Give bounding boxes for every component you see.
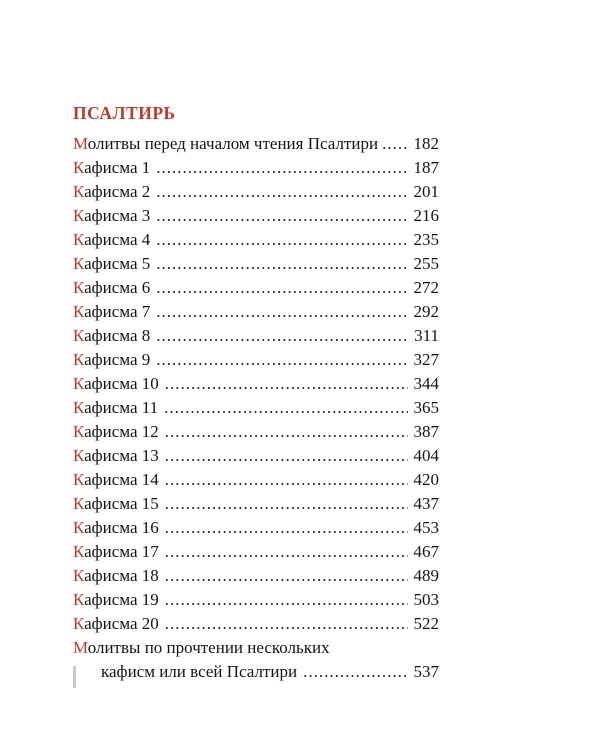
toc-entry-title — [73, 180, 150, 204]
dot-leader — [156, 324, 408, 348]
toc-entry-initial: К — [73, 398, 85, 417]
toc-entry-title — [73, 636, 330, 660]
toc-entry[interactable] — [73, 420, 439, 444]
toc-entry[interactable] — [73, 132, 439, 156]
toc-entry-text: афисма 1 — [84, 158, 151, 177]
table-of-contents — [73, 132, 439, 684]
dot-leader — [165, 492, 408, 516]
toc-entry-title — [73, 252, 150, 276]
dot-leader — [156, 228, 407, 252]
dot-leader — [156, 204, 407, 228]
toc-entry-title — [73, 132, 378, 156]
dot-leader — [156, 276, 407, 300]
toc-page-number: 255 — [413, 254, 439, 273]
dot-leader — [165, 564, 408, 588]
toc-entry-initial: М — [73, 638, 88, 657]
toc-entry-final-line1[interactable] — [73, 636, 439, 660]
toc-entry[interactable] — [73, 324, 439, 348]
dot-leader — [382, 132, 408, 156]
toc-entry-continuation: кафисм или всей Псалтири — [101, 662, 298, 681]
toc-entry-initial: К — [73, 470, 85, 489]
toc-page-number: 420 — [413, 470, 439, 489]
toc-page-number: 201 — [413, 182, 439, 201]
toc-entry[interactable] — [73, 516, 439, 540]
toc-entry-initial: М — [73, 134, 88, 153]
toc-entry[interactable] — [73, 156, 439, 180]
toc-entry-text: олитвы перед началом чтения Псалтири — [87, 134, 379, 153]
toc-page-number: 453 — [413, 518, 439, 537]
toc-entry-initial: К — [73, 446, 85, 465]
toc-entry-text: афисма 8 — [84, 326, 151, 345]
toc-entry-title — [73, 300, 150, 324]
toc-entry-initial: К — [73, 542, 85, 561]
dot-leader — [165, 420, 408, 444]
toc-entry-text: афисма 2 — [84, 182, 151, 201]
dot-leader — [165, 540, 408, 564]
toc-entry-initial: К — [73, 278, 85, 297]
dot-leader — [165, 444, 408, 468]
toc-entry[interactable] — [73, 300, 439, 324]
toc-entry[interactable] — [73, 228, 439, 252]
toc-entry[interactable] — [73, 468, 439, 492]
dot-leader — [165, 516, 408, 540]
toc-entry-final-line2[interactable] — [73, 660, 439, 684]
toc-entry-title — [73, 372, 159, 396]
toc-page-number: 311 — [414, 326, 439, 345]
toc-page-number: 467 — [413, 542, 439, 561]
toc-page-number: 522 — [413, 614, 439, 633]
toc-entry-initial: К — [73, 614, 85, 633]
toc-entry-initial: К — [73, 182, 85, 201]
toc-entry-title — [73, 612, 159, 636]
toc-entry-text: афисма 7 — [84, 302, 151, 321]
toc-entry-text: афисма 19 — [84, 590, 159, 609]
toc-entry-text: афисма 12 — [84, 422, 159, 441]
toc-entry-initial: К — [73, 254, 85, 273]
toc-entry-text: афисма 6 — [84, 278, 151, 297]
toc-entry-text: афисма 18 — [84, 566, 159, 585]
toc-entry-initial: К — [73, 494, 85, 513]
toc-entry-initial: К — [73, 422, 85, 441]
toc-entry-title — [73, 540, 159, 564]
toc-entry[interactable] — [73, 348, 439, 372]
dot-leader — [165, 372, 408, 396]
toc-entry-title — [73, 156, 150, 180]
toc-entry-text: афисма 13 — [84, 446, 159, 465]
dot-leader — [165, 612, 408, 636]
dot-leader — [164, 396, 407, 420]
toc-entry-initial: К — [73, 590, 85, 609]
dot-leader — [156, 156, 407, 180]
toc-entry[interactable] — [73, 492, 439, 516]
toc-entry-title — [73, 324, 150, 348]
dot-leader — [156, 300, 407, 324]
toc-entry[interactable] — [73, 564, 439, 588]
toc-page-number: 216 — [413, 206, 439, 225]
toc-page-number: 503 — [413, 590, 439, 609]
toc-entry[interactable] — [73, 588, 439, 612]
toc-entry-text: афисма 14 — [84, 470, 159, 489]
toc-page-number: 292 — [413, 302, 439, 321]
toc-page-number: 537 — [413, 662, 439, 681]
dot-leader — [156, 348, 407, 372]
dot-leader — [165, 468, 408, 492]
toc-entry-title — [73, 204, 150, 228]
toc-entry[interactable] — [73, 372, 439, 396]
toc-entry-text: афисма 11 — [84, 398, 159, 417]
dot-leader — [156, 252, 407, 276]
toc-entry[interactable] — [73, 612, 439, 636]
toc-entry-text: афисма 16 — [84, 518, 159, 537]
toc-entry-title — [73, 588, 159, 612]
toc-page-number: 187 — [413, 158, 439, 177]
toc-entry-initial: К — [73, 326, 85, 345]
toc-entry-initial: К — [73, 158, 85, 177]
toc-entry-initial: К — [73, 230, 85, 249]
toc-page-number: 437 — [413, 494, 439, 513]
toc-entry-initial: К — [73, 566, 85, 585]
toc-entry[interactable] — [73, 276, 439, 300]
toc-entry-text: афисма 3 — [84, 206, 151, 225]
toc-entry-text: афисма 17 — [84, 542, 159, 561]
toc-entry-title — [73, 420, 159, 444]
toc-entry-title — [73, 564, 159, 588]
margin-mark — [73, 666, 76, 688]
dot-leader — [303, 660, 407, 684]
toc-entry[interactable] — [73, 396, 439, 420]
dot-leader — [156, 180, 407, 204]
toc-entry-text: афисма 5 — [84, 254, 151, 273]
toc-page-number: 344 — [413, 374, 439, 393]
toc-page-number: 404 — [413, 446, 439, 465]
toc-entry-text: афисма 4 — [84, 230, 151, 249]
toc-page-number: 327 — [413, 350, 439, 369]
dot-leader — [165, 588, 408, 612]
section-heading: ПСАЛТИРЬ — [73, 103, 176, 123]
toc-entry-text: афисма 20 — [84, 614, 159, 633]
toc-entry-text: олитвы по прочтении нескольких — [87, 638, 330, 657]
toc-entry[interactable] — [73, 204, 439, 228]
toc-page-number: 235 — [413, 230, 439, 249]
toc-entry-title — [73, 444, 159, 468]
toc-page-number: 489 — [413, 566, 439, 585]
toc-entry-initial: К — [73, 302, 85, 321]
toc-entry-title — [73, 348, 150, 372]
toc-page-number: 182 — [413, 134, 439, 153]
toc-entry-initial: К — [73, 518, 85, 537]
toc-entry-text: афисма 15 — [84, 494, 159, 513]
toc-page-number: 365 — [413, 398, 439, 417]
toc-entry-title — [73, 228, 150, 252]
toc-entry-title — [73, 516, 159, 540]
toc-entry-text: афисма 9 — [84, 350, 151, 369]
toc-entry[interactable] — [73, 540, 439, 564]
toc-entry-initial: К — [73, 206, 85, 225]
toc-entry[interactable] — [73, 252, 439, 276]
toc-entry[interactable] — [73, 444, 439, 468]
toc-entry-title — [73, 276, 150, 300]
toc-page-number: 387 — [413, 422, 439, 441]
toc-page-number: 272 — [413, 278, 439, 297]
toc-entry-title — [73, 492, 159, 516]
toc-entry-title — [73, 468, 159, 492]
toc-entry-title — [73, 396, 158, 420]
toc-entry-text: афисма 10 — [84, 374, 159, 393]
toc-entry[interactable] — [73, 180, 439, 204]
toc-entry-initial: К — [73, 350, 85, 369]
toc-entry-initial: К — [73, 374, 85, 393]
